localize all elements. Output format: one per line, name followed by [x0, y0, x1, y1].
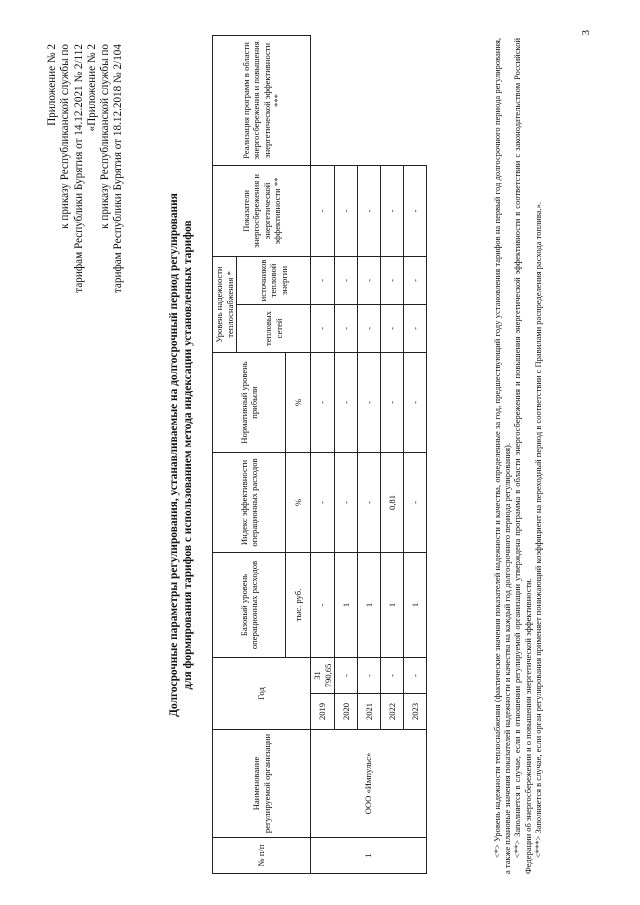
cell-index: 1	[335, 552, 358, 657]
organization-name: ООО «Импульс»	[311, 730, 427, 838]
cell-base: 31 790,65	[311, 657, 335, 693]
page-number: 3	[580, 30, 592, 36]
cell-profit: -	[358, 452, 381, 552]
unit-profit: %	[286, 352, 311, 452]
title-line: для формирования тарифов с использованием метода индексации установленных тарифов	[181, 220, 194, 690]
cell-profit: -	[335, 452, 358, 552]
cell-networks: -	[404, 352, 427, 452]
cell-sources: -	[335, 304, 358, 352]
footnote: <*> Уровень надежности теплоснабжения (фактические значения показателей надежности и качества, определенные за год, предшествующий году установления тарифов на первый год долгосрочного периода регулирования, а также плановые значения показателей надежности и качества на каждый год долгосрочного периода регулирования).	[492, 38, 513, 874]
cell-year: 2023	[404, 694, 427, 730]
cell-programs: -	[381, 165, 404, 256]
cell-networks: -	[335, 352, 358, 452]
header-sources: источников тепловой энергии	[237, 256, 311, 304]
footnote: <***> Заполняется в случае, если орган регулирования применяет понижающий коэффициент на переходный период в соответствии с Правилами распределения расхода топлива.».	[532, 201, 543, 858]
footnote: <**> Заполняется в случае, если в отношении регулируемой организации утверждена программа в области энергосбережения и повышения энергетической эффективности в соответствии с законодательством Российской Федерации об энергосбережении и о повышении энергетической эффективности.	[512, 38, 533, 874]
appendix-line: тарифам Республики Бурятия от 18.12.2018 № 2/104	[112, 44, 125, 294]
header-num: № п/п	[213, 838, 311, 874]
cell-sources: -	[358, 304, 381, 352]
cell-programs: -	[335, 165, 358, 256]
cell-profit: -	[311, 452, 335, 552]
cell-energy: -	[358, 256, 381, 304]
unit-base: тыс. руб.	[286, 552, 311, 657]
table-row	[311, 35, 335, 873]
appendix-line: «Приложение № 2	[85, 44, 98, 132]
header-programs: Реализация программ в области энергосбережения и повышения энергетической эффективности ***	[213, 35, 311, 165]
header-efficiency-index: Индекс эффективности операционных расходов	[213, 452, 286, 552]
appendix-header	[46, 44, 126, 293]
footnotes	[492, 38, 543, 874]
rotated-landscape-content	[44, 30, 604, 880]
document-title	[168, 70, 195, 840]
cell-profit: -	[404, 452, 427, 552]
cell-networks: -	[381, 352, 404, 452]
cell-index: 1	[358, 552, 381, 657]
header-networks: тепловых сетей	[237, 304, 311, 352]
cell-index: 1	[381, 552, 404, 657]
header-year: Год	[213, 657, 311, 729]
cell-base: -	[404, 657, 427, 693]
cell-energy: -	[381, 256, 404, 304]
cell-year: 2022	[381, 694, 404, 730]
cell-energy: -	[404, 256, 427, 304]
header-org: Наименование регулируемой организации	[213, 730, 311, 838]
header-row	[213, 35, 237, 873]
appendix-line: тарифам Республики Бурятия от 14.12.2021 № 2/112	[72, 44, 85, 293]
cell-networks: -	[358, 352, 381, 452]
cell-year: 2021	[358, 694, 381, 730]
cell-programs: -	[358, 165, 381, 256]
header-energy-indicators: Показатели энергосбережения и энергетической эффективности **	[213, 165, 311, 256]
header-profit-level: Нормативный уровень прибыли	[213, 352, 286, 452]
cell-year: 2019	[311, 694, 335, 730]
cell-programs: -	[404, 165, 427, 256]
appendix-line: Приложение № 2	[46, 44, 58, 126]
unit-index: %	[286, 452, 311, 552]
parameters-table	[212, 35, 427, 874]
cell-base: -	[335, 657, 358, 693]
cell-index: 1	[404, 552, 427, 657]
cell-energy: -	[335, 256, 358, 304]
appendix-line: к приказу Республиканской службы по	[99, 44, 112, 229]
cell-year: 2020	[335, 694, 358, 730]
cell-base: -	[381, 657, 404, 693]
header-reliability: Уровень надежности теплоснабжения *	[213, 256, 237, 352]
cell-energy: -	[311, 256, 335, 304]
title-line: Долгосрочные параметры регулирования, устанавливаемые на долгосрочный период регулирования	[168, 193, 180, 717]
cell-sources: -	[311, 304, 335, 352]
cell-sources: -	[381, 304, 404, 352]
cell-sources: -	[404, 304, 427, 352]
cell-networks: -	[311, 352, 335, 452]
cell-programs: -	[311, 165, 335, 256]
cell-index: -	[311, 552, 335, 657]
cell-profit: 0,81	[381, 452, 404, 552]
row-number: 1	[311, 838, 427, 874]
appendix-line: к приказу Республиканской службы по	[59, 44, 72, 229]
cell-base: -	[358, 657, 381, 693]
header-base-level: Базовый уровень операционных расходов	[213, 552, 286, 657]
